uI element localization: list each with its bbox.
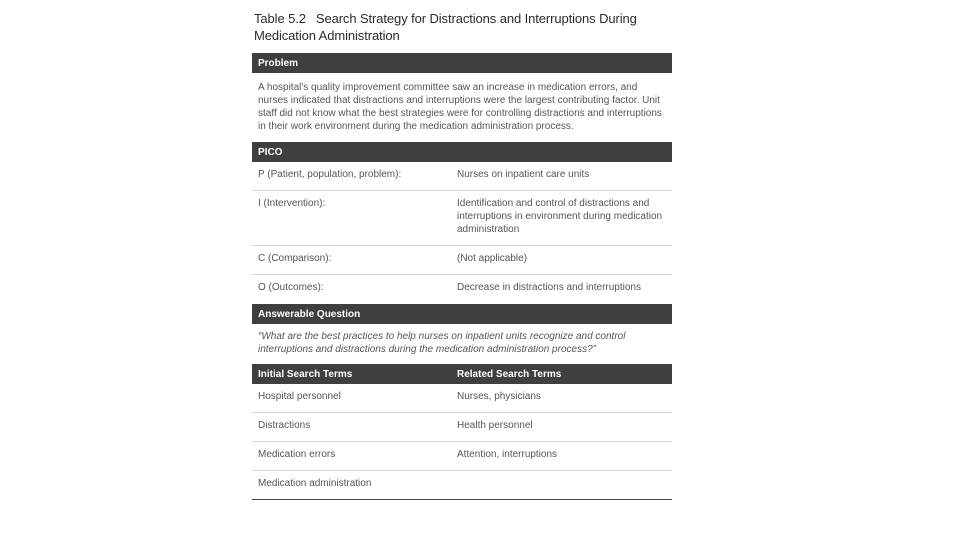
pico-label: O (Outcomes): <box>258 282 324 293</box>
initial-term: Medication errors <box>258 449 336 460</box>
pico-row-p <box>252 162 672 191</box>
table-row <box>252 442 672 471</box>
search-strategy-table <box>252 10 672 500</box>
initial-search-terms-header: Initial Search Terms <box>258 369 353 380</box>
table-row <box>252 471 672 500</box>
initial-term: Hospital personnel <box>258 391 341 402</box>
table-row <box>252 413 672 442</box>
related-term <box>457 477 672 499</box>
table-number: Table 5.2 <box>254 11 306 26</box>
related-term: Nurses, physicians <box>457 391 541 402</box>
pico-value: Decrease in distractions and interruptions <box>457 282 641 293</box>
pico-label: C (Comparison): <box>258 253 332 264</box>
pico-value: Nurses on inpatient care units <box>457 169 590 180</box>
pico-value: (Not applicable) <box>457 253 528 264</box>
search-terms-header <box>252 364 672 384</box>
pico-row-c <box>252 246 672 275</box>
table-row <box>252 384 672 413</box>
related-term: Health personnel <box>457 420 533 431</box>
related-search-terms-header: Related Search Terms <box>457 369 562 380</box>
related-term: Attention, interruptions <box>457 449 558 460</box>
table-title-line2: Medication Administration <box>254 28 400 43</box>
initial-term: Distractions <box>258 420 311 431</box>
answerable-question-text: “What are the best practices to help nurses on inpatient units recognize and control interruptions and distractions during the medication administration process?” <box>258 331 626 355</box>
pico-header: PICO <box>252 142 672 162</box>
pico-row-i <box>252 191 672 246</box>
table-title-line1: Search Strategy for Distractions and Interruptions During <box>315 11 637 26</box>
table-title <box>254 10 672 44</box>
initial-term: Medication administration <box>258 478 372 489</box>
pico-value: Identification and control of distractions and interruptions in environment during medication administration <box>457 198 663 235</box>
pico-row-o <box>252 275 672 304</box>
answerable-question-header: Answerable Question <box>252 304 672 324</box>
problem-text: A hospital's quality improvement committee saw an increase in medication errors, and nurses indicated that distractions and interruptions were the largest contributing factor. Unit staff did not know what the best strategies were for controlling distractions and interruptions in their work environment during the medication administration process. <box>258 82 662 132</box>
pico-label: P (Patient, population, problem): <box>258 169 402 180</box>
pico-label: I (Intervention): <box>258 198 326 209</box>
problem-header: Problem <box>252 53 672 73</box>
